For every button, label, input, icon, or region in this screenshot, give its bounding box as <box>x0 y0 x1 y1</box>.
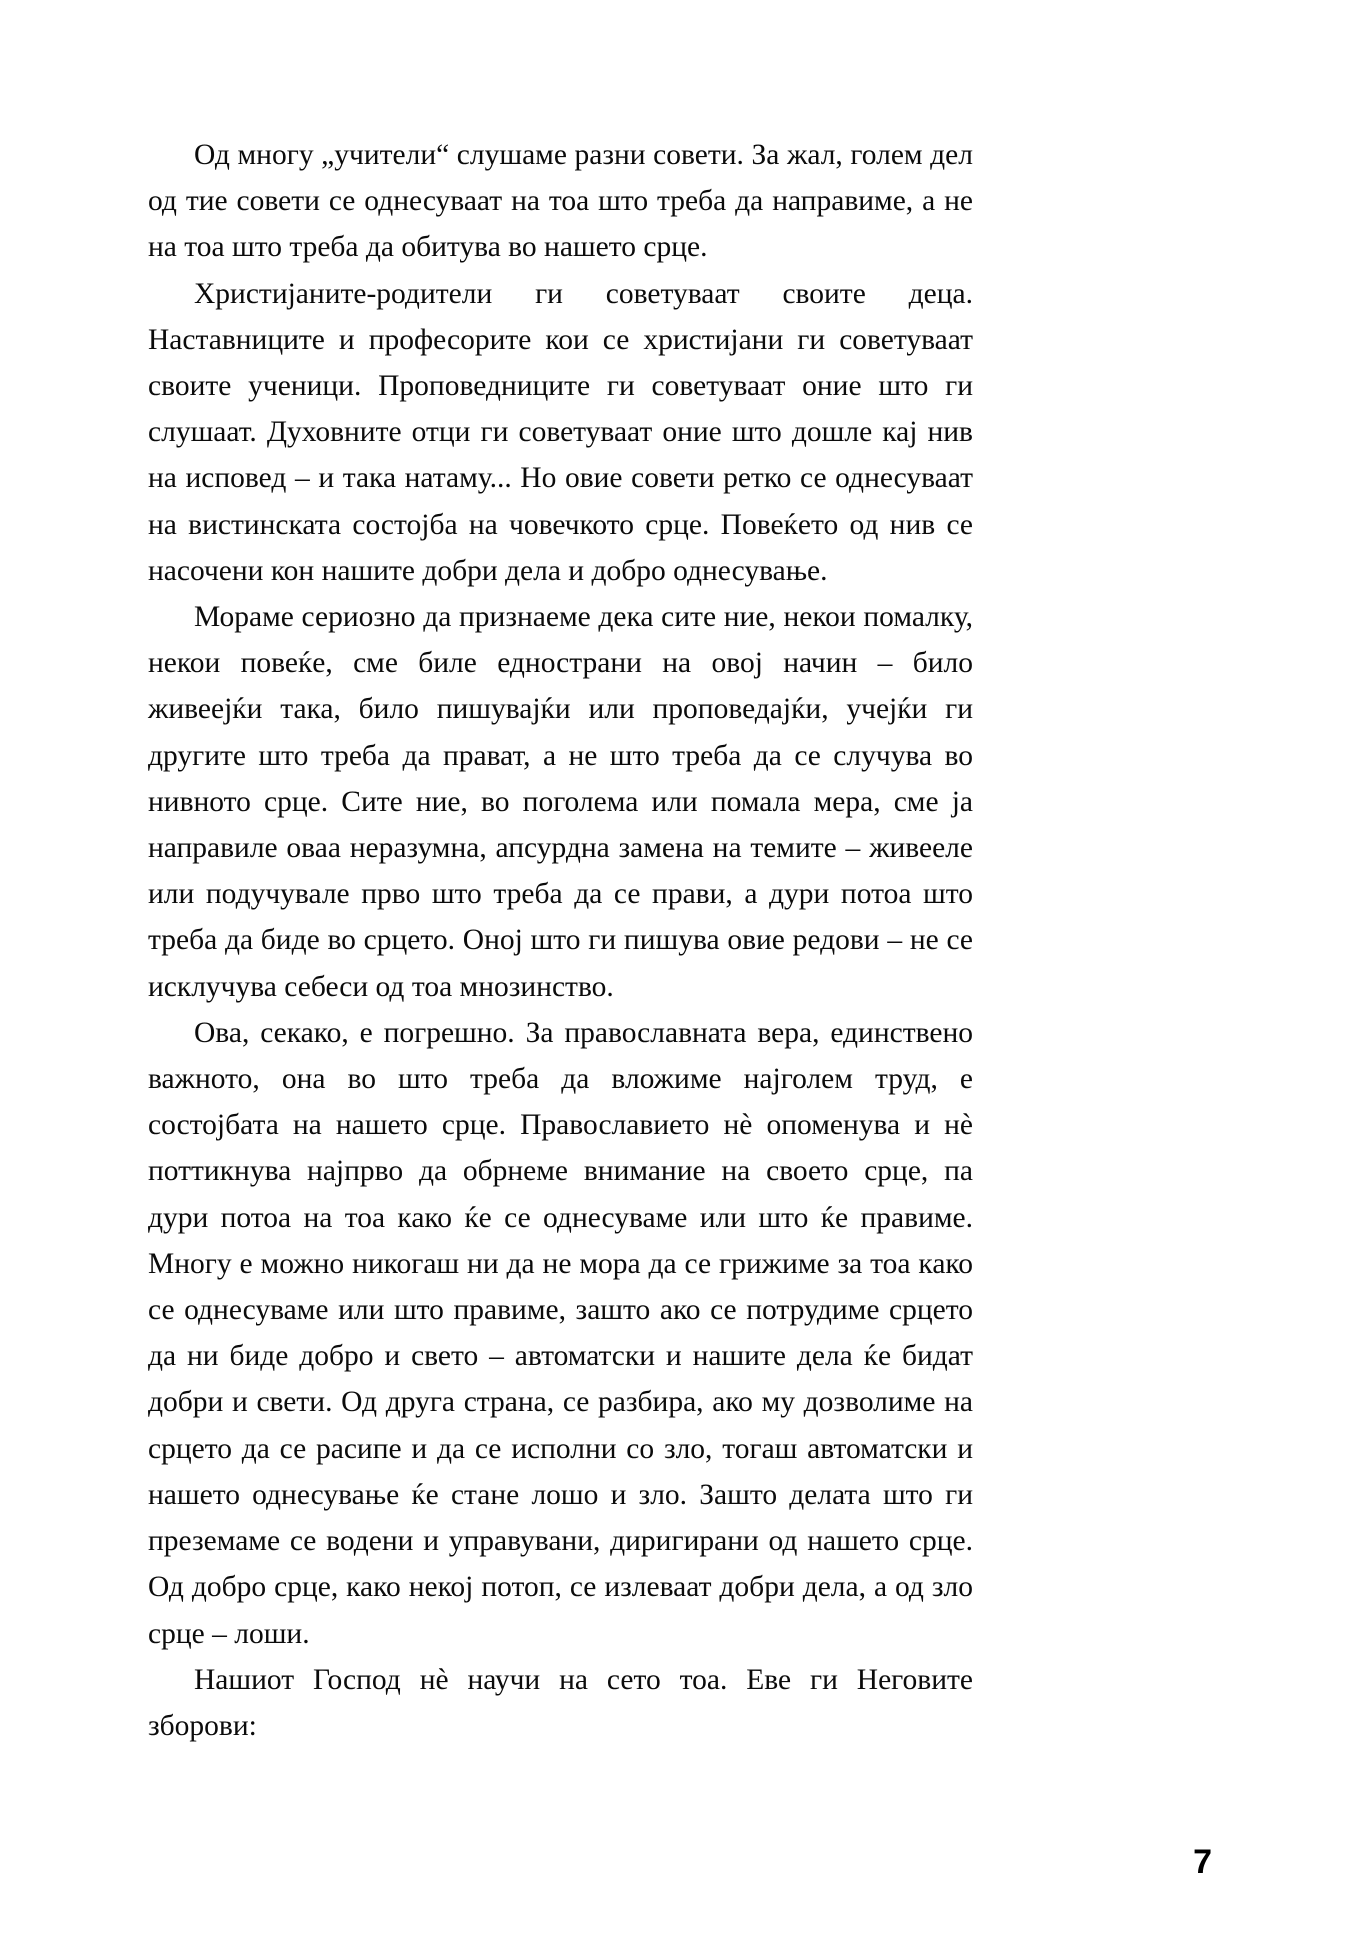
paragraph-3: Мораме сериозно да признаеме дека сите ние, некои помалку, некои повеќе, сме биле еднострани на овој начин – било живеејќи така, било пишувајќи или проповедајќи, учејќи ги другите што треба да прават, а не што треба да се случува во нивното срце. Сите ние, во поголема или помала мера, сме ја направиле оваа неразумна, апсурдна замена на темите – живееле или подучувале прво што треба да се прави, а дури потоа што треба да биде во срцето. Оној што ги пишува овие редови – не се исклучува себеси од тоа мнозинство. <box>148 601 973 1003</box>
page-number: 7 <box>1193 1843 1212 1881</box>
page-body-text <box>148 132 973 1749</box>
paragraph-1: Од многу „учители“ слушаме разни совети. За жал, голем дел од тие совети се однесуваат на тоа што треба да направиме, а не на тоа што треба да обитува во нашето срце. <box>148 139 973 264</box>
paragraph-4: Ова, секако, е погрешно. За православната вера, единствено важното, она во што треба да вложиме најголем труд, е состојбата на нашето срце. Православието нѐ опоменува и нѐ поттикнува најпрво да обрнеме внимание на своето срце, па дури потоа на тоа како ќе се однесуваме или што ќе правиме. Многу е можно никогаш ни да не мора да се грижиме за тоа како се однесуваме или што правиме, зашто ако се потрудиме срцето да ни биде добро и свето – автоматски и нашите дела ќе бидат добри и свети. Од друга страна, се разбира, ако му дозволиме на срцето да се расипе и да се исполни со зло, тогаш автоматски и нашето однесување ќе стане лошо и зло. Зашто делата што ги преземаме се водени и управувани, диригирани од нашето срце. Од добро срце, како некој потоп, се излеваат добри дела, а од зло срце – лоши. <box>148 1016 973 1650</box>
paragraph-5: Нашиот Господ нѐ научи на сето тоа. Еве ги Неговите зборови: <box>148 1663 973 1742</box>
paragraph-2: Христијаните-родители ги советуваат своите деца. Наставниците и професорите кои се христијани ги советуваат своите ученици. Проповедниците ги советуваат оние што ги слушаат. Духовните отци ги советуваат оние што дошле кај нив на исповед – и така натаму... Но овие совети ретко се однесуваат на вистинската состојба на човечкото срце. Повеќето од нив се насочени кон нашите добри дела и добро однесување. <box>148 277 973 587</box>
